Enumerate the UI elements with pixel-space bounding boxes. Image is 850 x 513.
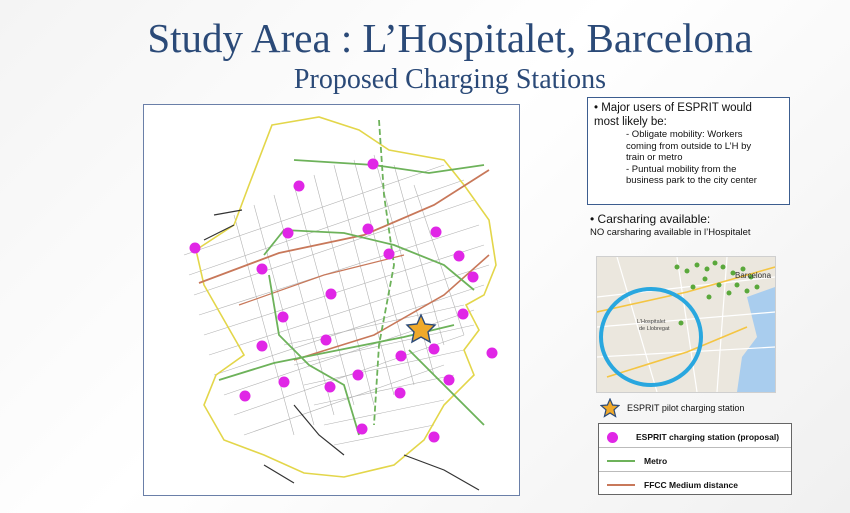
- metro-line-6: [409, 350, 484, 425]
- legend-row-metro: [599, 451, 791, 472]
- charging-station-dot-icon: [190, 243, 201, 254]
- charging-station-dot-icon: [357, 424, 368, 435]
- charging-station-dot-icon: [257, 341, 268, 352]
- charging-station-dot-icon: [458, 309, 469, 320]
- charging-station-dot-icon: [326, 289, 337, 300]
- users-item2-line1: - Puntual mobility from the: [626, 163, 737, 175]
- charging-station-dot-icon: [395, 388, 406, 399]
- charging-station-dot-icon: [257, 264, 268, 275]
- metro-line-2: [264, 230, 474, 290]
- carsharing-heading: • Carsharing available:: [590, 212, 711, 226]
- users-heading-line2: most likely be:: [594, 116, 667, 128]
- map-legend: [598, 423, 792, 495]
- charging-station-dot-icon: [487, 348, 498, 359]
- charging-station-dot-icon: [429, 432, 440, 443]
- charging-station-dot-icon: [607, 432, 618, 443]
- carsharing-section: [590, 212, 840, 239]
- charging-station-dot-icon: [283, 228, 294, 239]
- study-area-map-drawing: [144, 105, 519, 495]
- legend-row-station: [599, 427, 791, 448]
- inset-area-label-2: de Llobregat: [639, 326, 670, 332]
- users-heading-line1: • Major users of ESPRIT would: [594, 102, 752, 114]
- carsharing-inset-map: [596, 256, 776, 393]
- charging-station-dot-icon: [444, 375, 455, 386]
- legend-star: [600, 398, 744, 418]
- charging-station-dot-icon: [384, 249, 395, 260]
- study-area-map: [143, 104, 520, 496]
- page-subtitle: Proposed Charging Stations: [293, 64, 607, 95]
- ffcc-line-icon: [607, 484, 635, 486]
- major-users-box: [587, 97, 790, 205]
- inset-city-label: Barcelona: [735, 271, 772, 280]
- charging-station-dot-icon: [294, 181, 305, 192]
- charging-station-dot-icon: [240, 391, 251, 402]
- legend-star-label: ESPRIT pilot charging station: [627, 403, 745, 413]
- legend-ffcc-label: FFCC Medium distance: [644, 480, 738, 490]
- page-title: Study Area : L’Hospitalet, Barcelona: [147, 15, 753, 61]
- legend-row-ffcc: [599, 475, 791, 495]
- charging-station-dot-icon: [368, 159, 379, 170]
- legend-metro-label: Metro: [644, 456, 668, 466]
- charging-station-dot-icon: [353, 370, 364, 381]
- users-item1-line2: coming from outside to L’H by: [626, 140, 752, 152]
- users-item2-line2: business park to the city center: [626, 175, 757, 186]
- charging-station-dot-icon: [363, 224, 374, 235]
- charging-station-dot-icon: [279, 377, 290, 388]
- charging-station-dot-icon: [321, 335, 332, 346]
- charging-station-dot-icon: [278, 312, 289, 323]
- star-icon: [600, 398, 620, 418]
- carsharing-note: NO carsharing available in l’Hospitalet: [590, 227, 751, 238]
- metro-line-icon: [607, 460, 635, 462]
- users-item1-line1: - Obligate mobility: Workers: [626, 129, 743, 140]
- charging-station-dot-icon: [429, 344, 440, 355]
- legend-station-label: ESPRIT charging station (proposal): [636, 432, 780, 442]
- charging-station-dot-icon: [325, 382, 336, 393]
- charging-station-dot-icon: [431, 227, 442, 238]
- metro-line-1: [294, 160, 484, 173]
- charging-station-dot-icon: [454, 251, 465, 262]
- inset-area-label-1: L’Hospitalet: [637, 319, 666, 325]
- charging-station-dot-icon: [396, 351, 407, 362]
- charging-station-dot-icon: [468, 272, 479, 283]
- inset-map-drawing: [597, 257, 775, 392]
- star-icon: [407, 315, 435, 342]
- users-item1-line3: train or metro: [626, 152, 683, 163]
